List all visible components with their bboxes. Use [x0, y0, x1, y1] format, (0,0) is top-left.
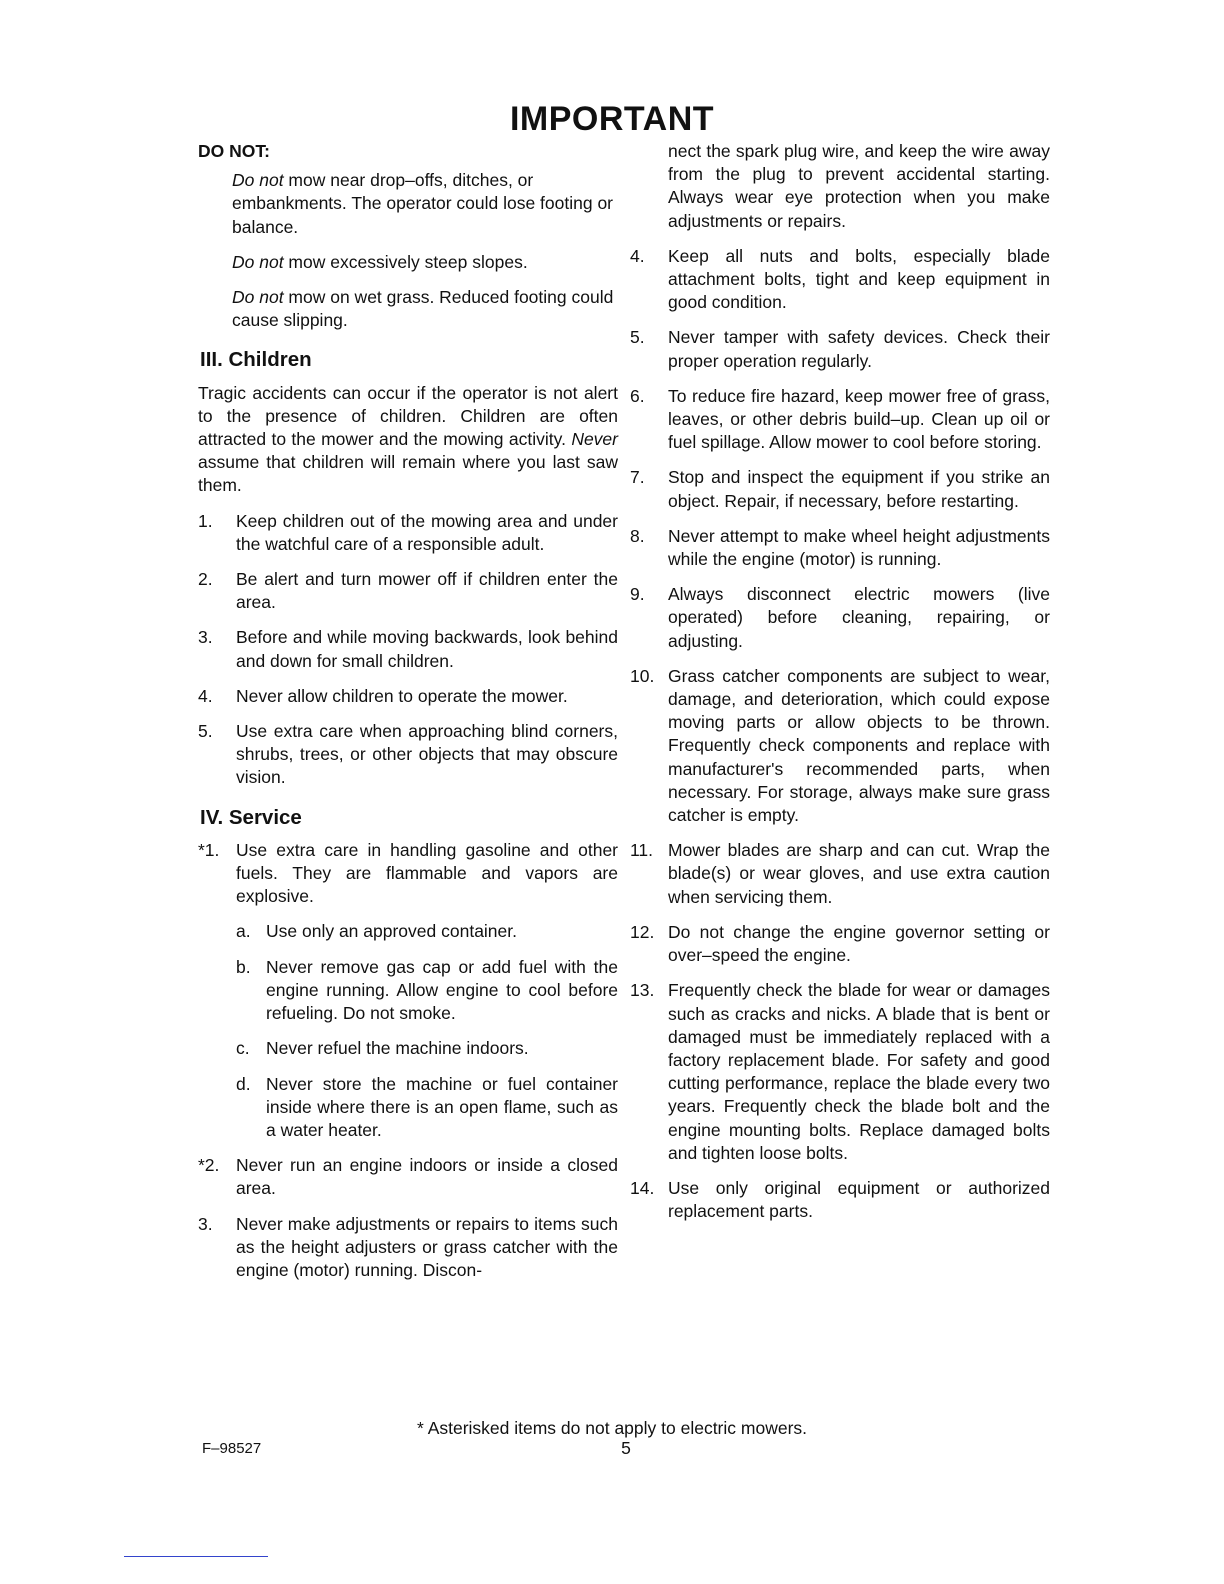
- item-text: Use only an approved container.: [266, 921, 517, 942]
- right-column: [630, 140, 1050, 1235]
- item-text: Stop and inspect the equipment if you strike an object. Repair, if necessary, before restarting.: [668, 467, 1050, 511]
- donot-item: [232, 251, 618, 274]
- item-number: *1.: [198, 839, 220, 860]
- donot-emphasis: Do not: [232, 170, 284, 191]
- sub-item: [236, 920, 618, 943]
- item-text: Always disconnect electric mowers (live operated) before cleaning, repairing, or adjusting.: [668, 584, 1050, 651]
- item-text: Frequently check the blade for wear or damages such as cracks and nicks. A blade that is bent or damaged must be immediately replaced with a factory replacement blade. For safety and good cutting performance, replace the blade every two years. Frequently check the blade bolt and the engine mounting bolts. Replace damaged bolts and tighten loose bolts.: [668, 980, 1050, 1163]
- list-item: [198, 1213, 618, 1283]
- list-item: [198, 720, 618, 790]
- children-intro-text: assume that children will remain where you last saw them.: [198, 452, 618, 496]
- list-item: [198, 1154, 618, 1200]
- item-number: 14.: [630, 1177, 655, 1198]
- list-item: [198, 568, 618, 614]
- children-intro: [198, 382, 618, 498]
- item-text: Never allow children to operate the mower.: [236, 685, 568, 706]
- donot-heading: DO NOT:: [198, 141, 270, 161]
- item-number: 12.: [630, 921, 655, 942]
- item-text: To reduce fire hazard, keep mower free of grass, leaves, or other debris build–up. Clean up oil or fuel spillage. Allow mower to cool before storing.: [668, 385, 1050, 453]
- item-number: 11.: [630, 840, 654, 861]
- item-number: *2.: [198, 1155, 220, 1176]
- item-text: Never make adjustments or repairs to items such as the height adjusters or grass catcher with the engine (motor) running. Discon-: [236, 1213, 618, 1280]
- item-number: 1.: [198, 510, 213, 531]
- item-number: 9.: [630, 584, 645, 605]
- item-number: 5.: [630, 327, 645, 348]
- item-letter: b.: [236, 956, 251, 977]
- page-number: 5: [621, 1438, 631, 1458]
- item-letter: d.: [236, 1073, 251, 1094]
- item-number: 4.: [630, 245, 645, 266]
- item-text: Never attempt to make wheel height adjustments while the engine (motor) is running.: [668, 525, 1050, 570]
- list-item: [630, 979, 1050, 1165]
- donot-text: mow near drop–offs, ditches, or embankments. The operator could lose footing or balance.: [232, 170, 614, 237]
- list-item: [198, 626, 618, 672]
- list-item: [630, 665, 1050, 827]
- item-text: Grass catcher components are subject to wear, damage, and deterioration, which could expose moving parts or allow objects to be thrown. Frequently check components and replace with manufacturer's recommended parts, when necessary. For storage, always make sure grass catcher is empty.: [668, 665, 1050, 826]
- footnote: * Asterisked items do not apply to electric mowers.: [416, 1418, 808, 1438]
- item-number: 8.: [630, 525, 645, 546]
- sub-item: [236, 1037, 618, 1060]
- item-letter: a.: [236, 921, 251, 942]
- list-item: [630, 525, 1050, 571]
- item-text: Use extra care in handling gasoline and other fuels. They are flammable and vapors are explosive.: [236, 839, 618, 907]
- item-text: Never store the machine or fuel container inside where there is an open flame, such as a water heater.: [266, 1073, 618, 1140]
- item-text: Keep all nuts and bolts, especially blade attachment bolts, tight and keep equipment in good condition.: [668, 245, 1050, 313]
- item-text: Use only original equipment or authorized replacement parts.: [668, 1177, 1050, 1222]
- list-item: [198, 685, 618, 708]
- item-text: Keep children out of the mowing area and under the watchful care of a responsible adult.: [236, 510, 618, 554]
- list-item: [198, 510, 618, 556]
- list-item: [630, 583, 1050, 653]
- item-text: Never run an engine indoors or inside a closed area.: [236, 1155, 618, 1199]
- list-item: [630, 245, 1050, 315]
- item-text: Mower blades are sharp and can cut. Wrap the blade(s) or wear gloves, and use extra caution when servicing them.: [668, 840, 1050, 907]
- children-heading: III. Children: [200, 348, 312, 372]
- donot-text: mow on wet grass. Reduced footing could cause slipping.: [232, 287, 614, 331]
- item-number: 7.: [630, 467, 645, 488]
- item-number: 13.: [630, 980, 655, 1001]
- item-text: Never tamper with safety devices. Check their proper operation regularly.: [668, 327, 1050, 371]
- list-item: [630, 839, 1050, 909]
- list-item: [630, 326, 1050, 372]
- list-item: [630, 385, 1050, 455]
- service-heading: IV. Service: [200, 805, 302, 829]
- item-number: 2.: [198, 569, 213, 590]
- item-number: 3.: [198, 1213, 213, 1234]
- children-intro-text: Tragic accidents can occur if the operator is not alert to the presence of children. Children are often attracted to the mower and the mowing activity.: [198, 382, 618, 450]
- item-text: Never refuel the machine indoors.: [266, 1038, 529, 1059]
- continued-text: nect the spark plug wire, and keep the wire away from the plug to prevent accidental starting. Always wear eye protection when you make adjustments or repairs.: [668, 141, 1050, 231]
- donot-text: mow excessively steep slopes.: [283, 251, 528, 272]
- donot-emphasis: Do not: [232, 251, 284, 272]
- page-title: IMPORTANT: [509, 100, 715, 138]
- footer-rule: [124, 1556, 268, 1557]
- item-text: Use extra care when approaching blind corners, shrubs, trees, or other objects that may obscure vision.: [236, 721, 618, 788]
- list-item: [630, 466, 1050, 512]
- item-number: 10.: [630, 665, 655, 686]
- list-item: [630, 1177, 1050, 1223]
- item-number: 4.: [198, 685, 213, 706]
- item-text: Before and while moving backwards, look behind and down for small children.: [236, 627, 618, 671]
- item-text: Never remove gas cap or add fuel with the engine running. Allow engine to cool before refueling. Do not smoke.: [266, 956, 618, 1024]
- sub-item: [236, 1073, 618, 1143]
- item-number: 5.: [198, 721, 213, 742]
- donot-item: [232, 286, 618, 332]
- list-item: [198, 839, 618, 909]
- donot-emphasis: Do not: [232, 287, 284, 308]
- left-column: [198, 140, 618, 1294]
- item-letter: c.: [236, 1038, 250, 1059]
- item-text: Be alert and turn mower off if children enter the area.: [236, 569, 618, 613]
- donot-item: [232, 169, 618, 239]
- list-item: [630, 921, 1050, 967]
- item-number: 6.: [630, 385, 645, 406]
- document-code: F–98527: [202, 1440, 262, 1457]
- sub-item: [236, 956, 618, 1026]
- item-text: Do not change the engine governor setting or over–speed the engine.: [668, 921, 1050, 966]
- item-number: 3.: [198, 627, 213, 648]
- children-intro-emphasis: Never: [571, 429, 618, 450]
